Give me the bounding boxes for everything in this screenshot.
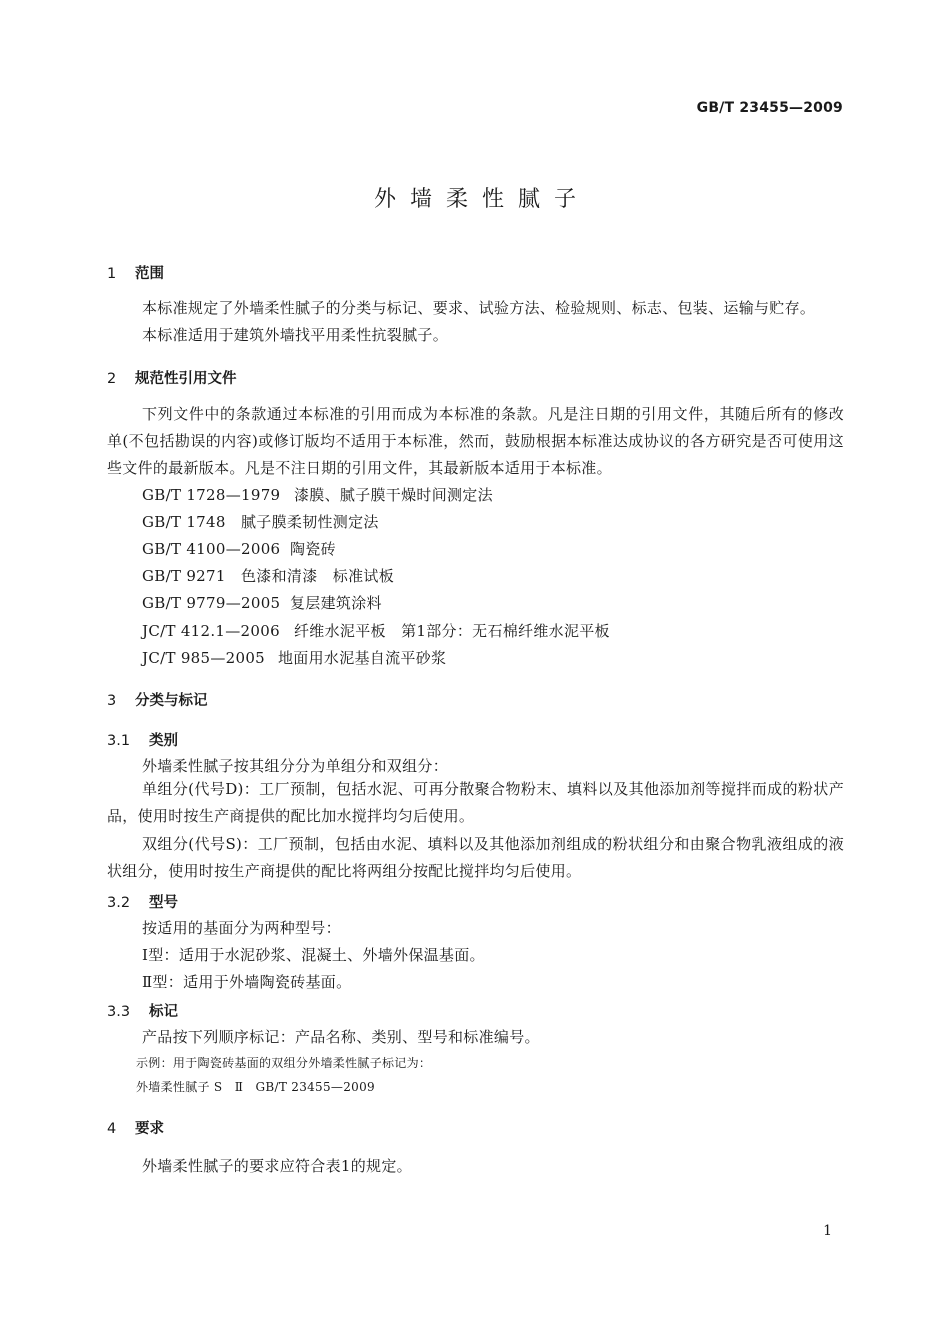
- section-4-heading: [107, 1117, 164, 1138]
- category-paragraph-single: 单组分(代号D)：工厂预制，包括水泥、可再分散聚合物粉末、填料以及其他添加剂等搅拌而成的粉状产品，使用时按生产商提供的配比加水搅拌均匀后使用。: [107, 780, 844, 825]
- marking-example-label: 示例：用于陶瓷砖基面的双组分外墙柔性腻子标记为：: [136, 1056, 432, 1070]
- section-title: 范围: [135, 266, 164, 282]
- marking-example: 外墙柔性腻子 S Ⅱ GB/T 23455—2009: [136, 1080, 375, 1094]
- reference-title: 复层建筑涂料: [290, 594, 382, 612]
- scope-paragraph-1: 本标准规定了外墙柔性腻子的分类与标记、要求、试验方法、检验规则、标志、包装、运输与贮存。: [142, 299, 816, 317]
- marking-paragraph: 产品按下列顺序标记：产品名称、类别、型号和标准编号。: [142, 1028, 540, 1046]
- section-title: 规范性引用文件: [135, 371, 237, 387]
- standard-code-header: GB/T 23455—2009: [696, 100, 843, 116]
- reference-title: 地面用水泥基自流平砂浆: [278, 649, 447, 667]
- reference-item: [142, 484, 493, 505]
- reference-code: JC/T 985—2005: [142, 649, 266, 667]
- section-number: 3.1: [107, 733, 131, 749]
- section-1-heading: [107, 262, 164, 283]
- reference-item: [142, 538, 336, 559]
- section-3-1-heading: [107, 729, 178, 750]
- reference-item: [142, 620, 610, 641]
- reference-title: 纤维水泥平板 第1部分：无石棉纤维水泥平板: [294, 622, 610, 640]
- reference-code: GB/T 1728—1979: [142, 486, 281, 504]
- reference-code: JC/T 412.1—2006: [142, 622, 280, 640]
- section-3-heading: [107, 689, 208, 710]
- category-paragraph-1: 外墙柔性腻子按其组分分为单组分和双组分：: [142, 757, 449, 775]
- reference-code: GB/T 4100—2006: [142, 540, 281, 558]
- type-paragraph-1: 按适用的基面分为两种型号：: [142, 919, 341, 937]
- section-3-2-heading: [107, 891, 178, 912]
- section-title: 要求: [135, 1121, 164, 1137]
- section-number: 3.3: [107, 1004, 131, 1020]
- reference-code: GB/T 9779—2005: [142, 594, 281, 612]
- section-number: 4: [107, 1121, 117, 1137]
- reference-item: [142, 647, 446, 668]
- section-title: 型号: [149, 895, 178, 911]
- category-paragraph-double: 双组分(代号S)：工厂预制，包括由水泥、填料以及其他添加剂组成的粉状组分和由聚合物乳液组成的液状组分，使用时按生产商提供的配比将两组分按配比搅拌均匀后使用。: [107, 835, 844, 880]
- reference-item: [142, 592, 382, 613]
- reference-code: GB/T 1748: [142, 513, 226, 531]
- section-number: 2: [107, 371, 117, 387]
- reference-title: 腻子膜柔韧性测定法: [241, 513, 379, 531]
- section-title: 类别: [149, 733, 178, 749]
- type-paragraph-2: Ⅰ型：适用于水泥砂浆、混凝土、外墙外保温基面。: [142, 946, 485, 964]
- section-title: 分类与标记: [135, 693, 208, 709]
- document-title: 外墙柔性腻子: [373, 187, 590, 212]
- page-number: 1: [823, 1223, 832, 1239]
- section-number: 3.2: [107, 895, 131, 911]
- section-number: 1: [107, 266, 117, 282]
- section-3-3-heading: [107, 1000, 178, 1021]
- reference-item: [142, 565, 394, 586]
- reference-title: 漆膜、腻子膜干燥时间测定法: [294, 486, 493, 504]
- reference-item: [142, 511, 379, 532]
- reference-title: 色漆和清漆 标准试板: [241, 567, 395, 585]
- scope-paragraph-2: 本标准适用于建筑外墙找平用柔性抗裂腻子。: [142, 326, 449, 344]
- references-intro-paragraph: 下列文件中的条款通过本标准的引用而成为本标准的条款。凡是注日期的引用文件，其随后所有的修改单(不包括勘误的内容)或修订版均不适用于本标准，然而，鼓励根据本标准达成协议的各方研究是否可使用这些文件的最新版本。凡是不注日期的引用文件，其最新版本适用于本标准。: [107, 405, 844, 477]
- section-title: 标记: [149, 1004, 178, 1020]
- section-number: 3: [107, 693, 117, 709]
- reference-title: 陶瓷砖: [290, 540, 336, 558]
- type-paragraph-3: Ⅱ型：适用于外墙陶瓷砖基面。: [142, 973, 352, 991]
- section-2-heading: [107, 367, 237, 388]
- reference-code: GB/T 9271: [142, 567, 226, 585]
- requirements-paragraph: 外墙柔性腻子的要求应符合表1的规定。: [142, 1157, 412, 1175]
